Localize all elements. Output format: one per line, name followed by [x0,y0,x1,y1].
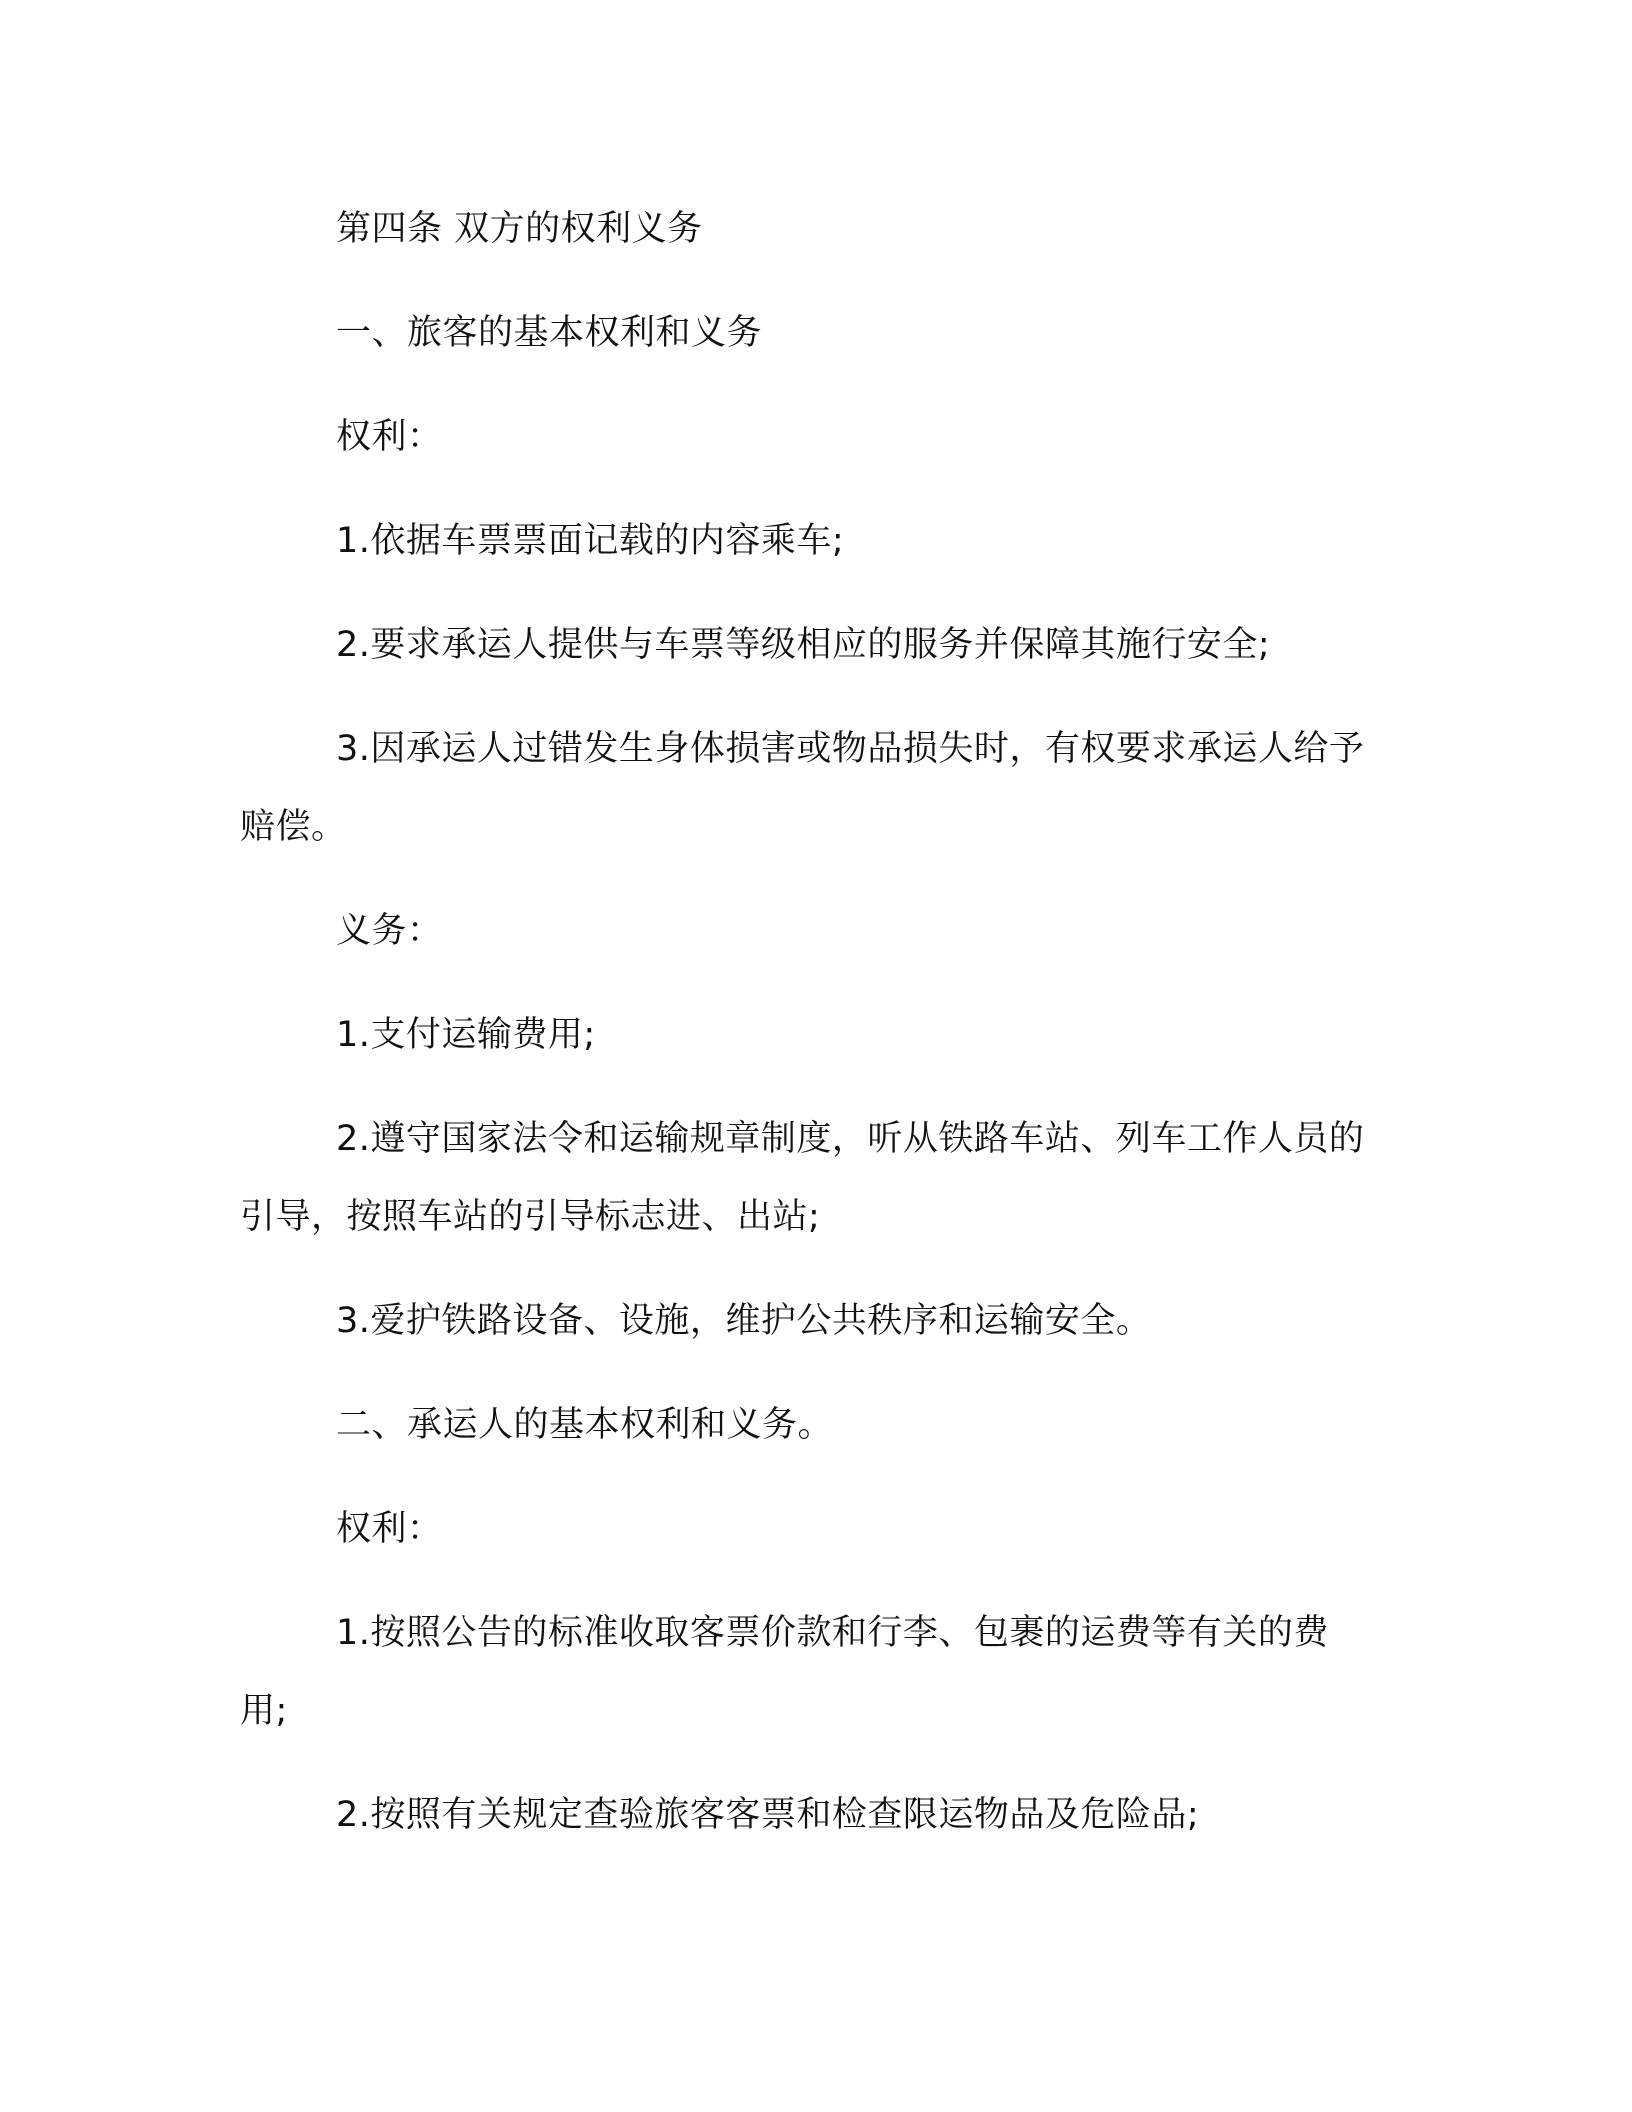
obligations-label: 义务： [336,911,443,951]
passenger-obligation-1: 1.支付运输费用; [336,1015,596,1055]
carrier-right-2: 2.按照有关规定查验旅客客票和检查限运物品及危险品; [336,1795,1200,1835]
article-heading: 第四条 双方的权利义务 [336,209,703,249]
document-body [240,190,1370,1880]
passenger-right-1: 1.依据车票票面记载的内容乘车; [336,521,845,561]
rights-label: 权利： [336,417,443,457]
section-heading-carrier: 二、承运人的基本权利和义务。 [336,1405,834,1445]
passenger-obligation-2: 2.遵守国家法令和运输规章制度，听从铁路车站、列车工作人员的引导，按照车站的引导标志进、出站; [240,1119,1365,1237]
carrier-right-1: 1.按照公告的标准收取客票价款和行李、包裹的运费等有关的费用; [240,1613,1329,1731]
section-heading-passenger: 一、旅客的基本权利和义务 [336,313,763,353]
carrier-rights-label: 权利： [336,1509,443,1549]
passenger-obligation-3: 3.爱护铁路设备、设施，维护公共秩序和运输安全。 [336,1301,1152,1341]
passenger-right-2: 2.要求承运人提供与车票等级相应的服务并保障其施行安全; [336,625,1271,665]
passenger-right-3: 3.因承运人过错发生身体损害或物品损失时，有权要求承运人给予赔偿。 [240,729,1365,847]
